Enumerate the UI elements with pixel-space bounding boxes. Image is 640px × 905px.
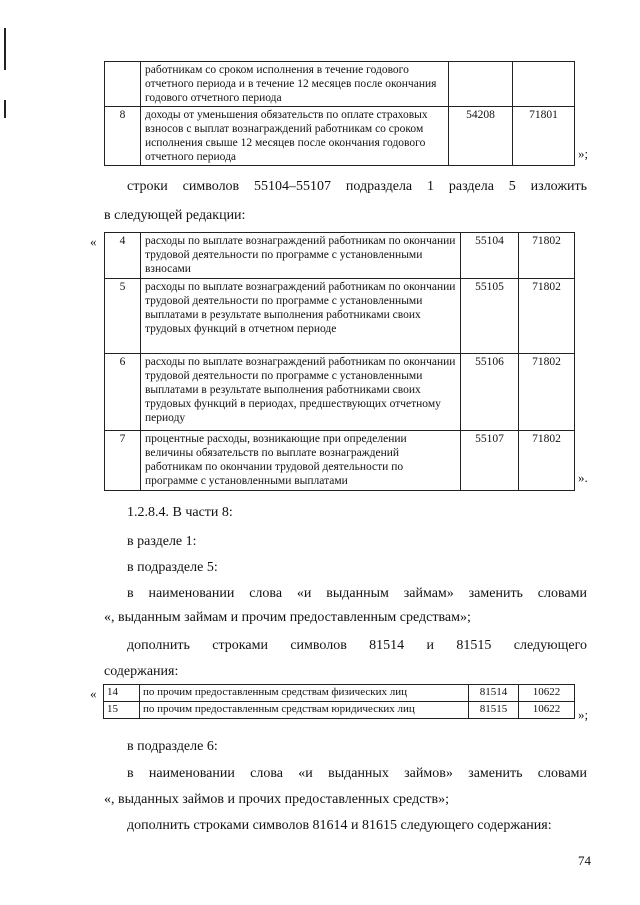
close-quote: ». xyxy=(578,470,588,485)
row-description: по прочим предоставленным средствам юридических лиц xyxy=(140,702,469,719)
table-row xyxy=(104,702,575,719)
paragraph: содержания: xyxy=(104,664,179,679)
paragraph: в подразделе 5: xyxy=(127,560,218,575)
row-number: 6 xyxy=(105,354,141,431)
row-symbol: 55105 xyxy=(461,279,519,354)
row-description: процентные расходы, возникающие при определении величины обязательств по выплате вознаграждений работникам по окончании трудовой деятельности по программе с установленными выплатами xyxy=(141,431,461,491)
table-row xyxy=(105,279,575,354)
row-code xyxy=(513,62,575,107)
row-description: расходы по выплате вознаграждений работникам по окончании трудовой деятельности по программе с установленными выплатами в результате выполнения работниками своих трудовых функций в отчетном периоде xyxy=(141,279,461,354)
table-row xyxy=(104,685,575,702)
row-number: 7 xyxy=(105,431,141,491)
row-symbol: 54208 xyxy=(449,107,513,166)
row-description: доходы от уменьшения обязательств по оплате страховых взносов с выплат вознаграждений работникам со сроком исполнения свыше 12 месяцев после окончания годового отчетного периода xyxy=(141,107,449,166)
row-code: 71802 xyxy=(519,279,575,354)
open-quote: « xyxy=(90,686,97,701)
row-code: 71802 xyxy=(519,431,575,491)
row-number: 15 xyxy=(104,702,140,719)
row-number xyxy=(105,62,141,107)
table-row xyxy=(105,107,575,166)
paragraph: в разделе 1: xyxy=(127,534,197,549)
table-row xyxy=(105,62,575,107)
row-number: 4 xyxy=(105,233,141,279)
row-code: 71802 xyxy=(519,233,575,279)
scan-margin-mark xyxy=(4,100,6,118)
row-symbol: 55104 xyxy=(461,233,519,279)
paragraph: строки символов 55104–55107 подраздела 1 раздела 5 изложить xyxy=(127,179,587,194)
scan-margin-mark xyxy=(4,28,6,70)
row-symbol: 81515 xyxy=(469,702,519,719)
table-added-rows xyxy=(103,684,575,719)
paragraph: в наименовании слова «и выданным займам» заменить словами xyxy=(127,586,587,601)
paragraph: дополнить строками символов 81514 и 81515 следующего xyxy=(127,638,587,653)
table-replacement-rows xyxy=(104,232,575,491)
page-number: 74 xyxy=(578,853,591,868)
row-symbol: 81514 xyxy=(469,685,519,702)
row-symbol xyxy=(449,62,513,107)
row-code: 71801 xyxy=(513,107,575,166)
close-quote: »; xyxy=(578,146,589,161)
paragraph: в наименовании слова «и выданных займов» заменить словами xyxy=(127,766,587,781)
row-symbol: 55106 xyxy=(461,354,519,431)
row-symbol: 55107 xyxy=(461,431,519,491)
table-row xyxy=(105,431,575,491)
paragraph: «, выданных займов и прочих предоставленных средств»; xyxy=(104,792,450,807)
row-number: 8 xyxy=(105,107,141,166)
row-code: 71802 xyxy=(519,354,575,431)
row-description: работникам со сроком исполнения в течение годового отчетного периода и в течение 12 месяцев после окончания годового отчетного периода xyxy=(141,62,449,107)
row-description: расходы по выплате вознаграждений работникам по окончании трудовой деятельности по программе с установленными взносами xyxy=(141,233,461,279)
close-quote: »; xyxy=(578,707,589,722)
table-continued xyxy=(104,61,575,166)
paragraph: в подразделе 6: xyxy=(127,739,218,754)
open-quote: « xyxy=(90,234,97,249)
item-heading: 1.2.8.4. В части 8: xyxy=(127,505,233,520)
paragraph: дополнить строками символов 81614 и 81615 следующего содержания: xyxy=(127,818,552,833)
paragraph: «, выданным займам и прочим предоставленным средствам»; xyxy=(104,610,471,625)
row-number: 5 xyxy=(105,279,141,354)
row-description: по прочим предоставленным средствам физических лиц xyxy=(140,685,469,702)
row-code: 10622 xyxy=(519,685,575,702)
table-row xyxy=(105,233,575,279)
row-number: 14 xyxy=(104,685,140,702)
row-description: расходы по выплате вознаграждений работникам по окончании трудовой деятельности по программе с установленными выплатами в результате выполнения работниками своих трудовых функций в периодах, предшествующих отчетному периоду xyxy=(141,354,461,431)
row-code: 10622 xyxy=(519,702,575,719)
paragraph: в следующей редакции: xyxy=(104,208,246,223)
table-row xyxy=(105,354,575,431)
